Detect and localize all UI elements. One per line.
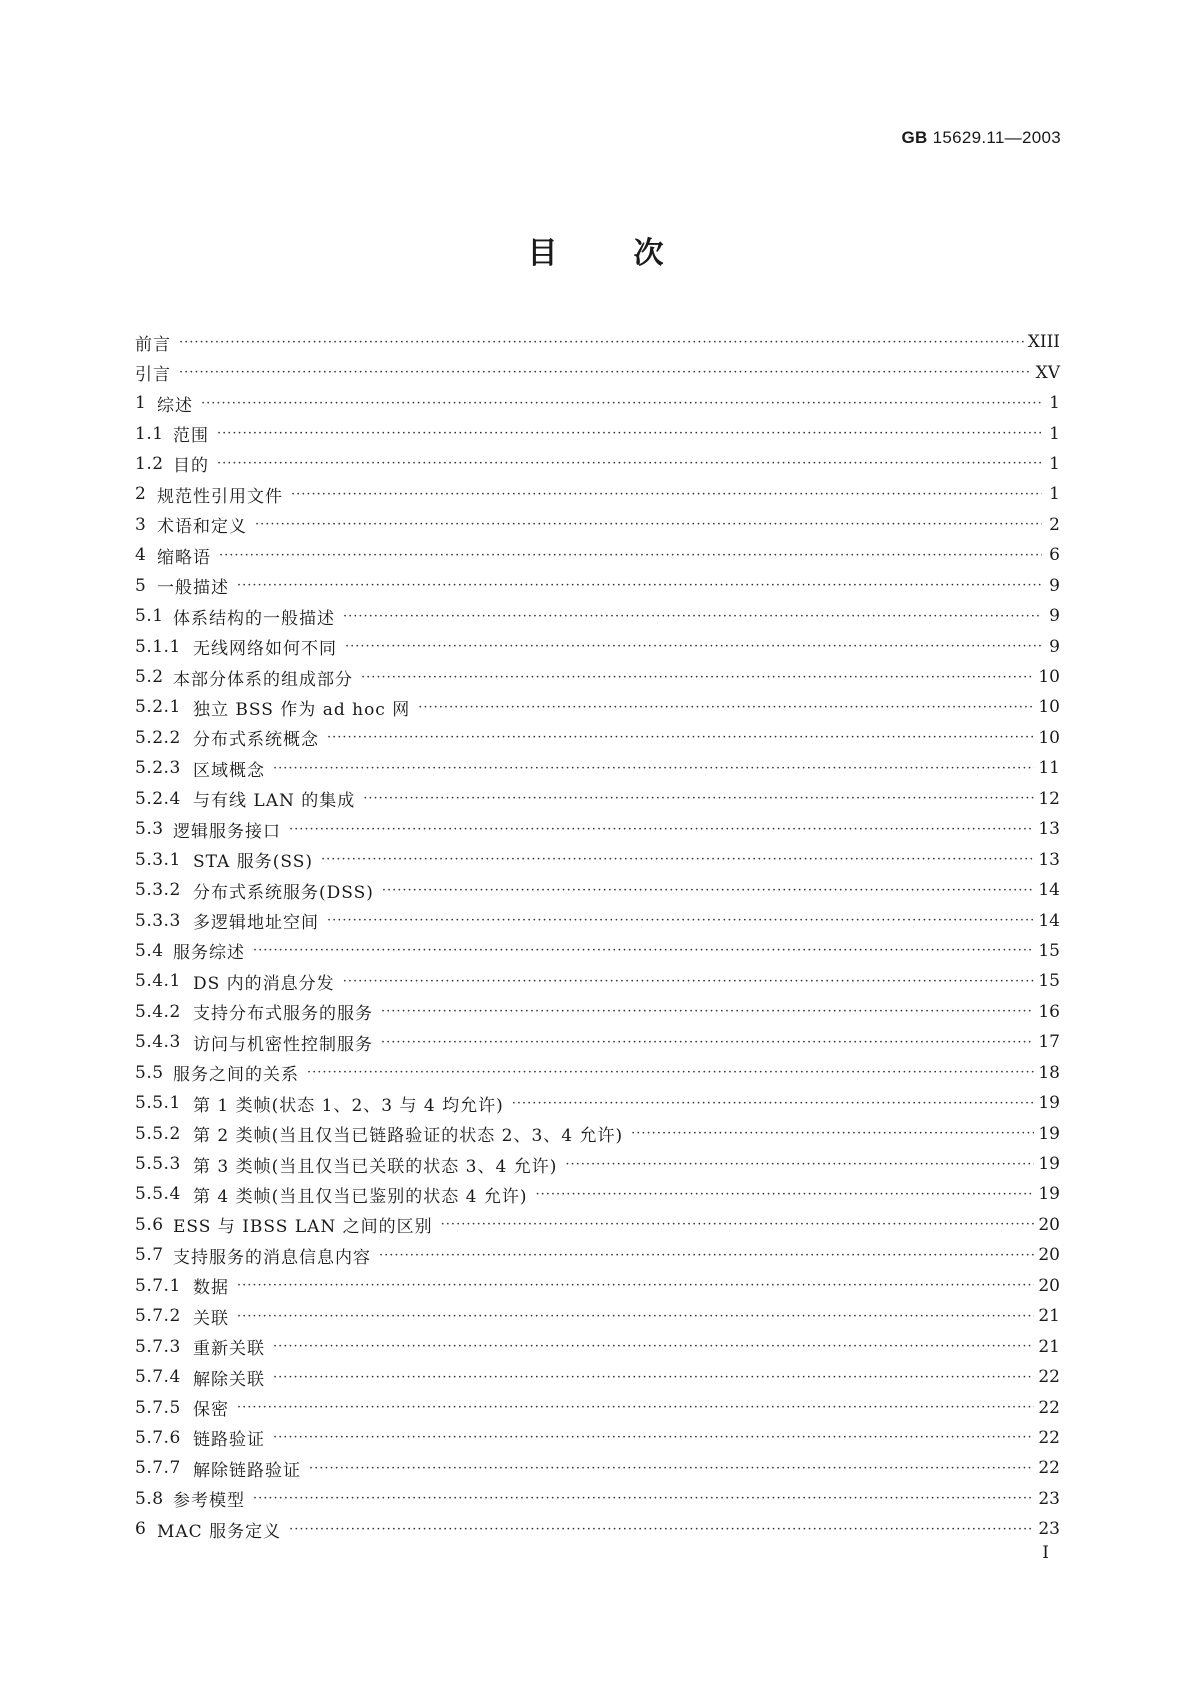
toc-leader-dots [253, 1491, 1034, 1506]
toc-entry[interactable] [135, 875, 1060, 905]
toc-entry-page: 22 [1038, 1458, 1060, 1479]
toc-entry-label: 参考模型 [173, 1491, 245, 1512]
table-of-contents [135, 327, 1060, 1545]
toc-entry-label: 第 1 类帧(状态 1、2、3 与 4 均允许) [193, 1095, 504, 1116]
toc-entry[interactable] [135, 1331, 1060, 1361]
toc-entry-label: 无线网络如何不同 [193, 639, 337, 660]
toc-entry-page: 11 [1038, 758, 1060, 779]
toc-entry[interactable] [135, 327, 1060, 357]
toc-entry-label: 解除链路验证 [193, 1460, 301, 1481]
toc-leader-dots [237, 1278, 1034, 1293]
toc-entry-label: 支持分布式服务的服务 [193, 1004, 373, 1025]
toc-entry-number: 5.5.4 [135, 1184, 181, 1205]
toc-entry-number: 5.5 [135, 1062, 164, 1083]
toc-leader-dots [327, 730, 1034, 745]
toc-entry-number: 5.3.1 [135, 849, 181, 870]
toc-entry-label: 一般描述 [157, 578, 229, 599]
title-char-1: 目 [527, 236, 558, 271]
toc-entry-page: 19 [1038, 1123, 1060, 1144]
toc-entry-page: 1 [1049, 453, 1060, 474]
toc-entry-label: 链路验证 [193, 1430, 265, 1451]
toc-entry-label: 规范性引用文件 [157, 486, 283, 507]
toc-entry-number: 5.4.1 [135, 971, 181, 992]
toc-entry-label: DS 内的消息分发 [193, 973, 335, 994]
toc-entry-label: 引言 [135, 365, 171, 386]
toc-entry[interactable] [135, 571, 1060, 601]
toc-entry[interactable] [135, 388, 1060, 418]
toc-entry-page: 21 [1038, 1306, 1060, 1327]
toc-leader-dots [179, 335, 1024, 350]
toc-leader-dots [273, 1339, 1034, 1354]
toc-entry[interactable] [135, 1362, 1060, 1392]
toc-entry-label: 目的 [173, 456, 209, 477]
toc-leader-dots [179, 365, 1032, 380]
toc-entry-page: 17 [1038, 1032, 1060, 1053]
toc-entry[interactable] [135, 1058, 1060, 1088]
toc-leader-dots [289, 1522, 1034, 1537]
toc-leader-dots [309, 1461, 1034, 1476]
toc-entry-page: 20 [1038, 1245, 1060, 1266]
toc-leader-dots [273, 1430, 1034, 1445]
toc-leader-dots [536, 1187, 1035, 1202]
toc-leader-dots [379, 1248, 1034, 1263]
toc-entry-page: 16 [1038, 1001, 1060, 1022]
toc-leader-dots [289, 822, 1034, 837]
toc-entry-page: 12 [1038, 788, 1060, 809]
toc-entry-page: 22 [1038, 1367, 1060, 1388]
toc-entry-number: 5.1 [135, 606, 164, 627]
toc-entry-page: 10 [1038, 727, 1060, 748]
toc-entry[interactable] [135, 540, 1060, 570]
toc-leader-dots [253, 943, 1034, 958]
toc-entry-label: STA 服务(SS) [193, 852, 313, 873]
toc-entry-page: 19 [1038, 1184, 1060, 1205]
standard-prefix: GB [901, 128, 928, 147]
toc-entry-page: 10 [1038, 667, 1060, 688]
page-folio: I [1042, 1543, 1049, 1563]
toc-leader-dots [327, 913, 1034, 928]
toc-entry-number: 6 [135, 1519, 147, 1540]
toc-entry-number: 5.5.2 [135, 1123, 181, 1144]
toc-entry-label: 保密 [193, 1400, 229, 1421]
toc-entry[interactable] [135, 1240, 1060, 1270]
toc-leader-dots [237, 578, 1042, 593]
toc-entry-page: 1 [1049, 423, 1060, 444]
toc-entry-label: 综述 [157, 395, 193, 416]
toc-leader-dots [237, 1309, 1034, 1324]
toc-leader-dots [291, 487, 1042, 502]
toc-entry-label: 第 3 类帧(当且仅当已关联的状态 3、4 允许) [193, 1156, 558, 1177]
toc-entry-number: 5.2.4 [135, 788, 181, 809]
toc-entry-label: 服务综述 [173, 943, 245, 964]
toc-entry-page: 14 [1038, 880, 1060, 901]
toc-entry-label: 区域概念 [193, 760, 265, 781]
toc-entry-number: 5.2.2 [135, 727, 181, 748]
toc-entry-number: 5.7.2 [135, 1306, 181, 1327]
toc-entry-label: 范围 [173, 426, 209, 447]
toc-entry-number: 1.2 [135, 453, 164, 474]
toc-entry-page: 9 [1049, 575, 1060, 596]
toc-entry-page: 20 [1038, 1214, 1060, 1235]
toc-entry-label: 第 4 类帧(当且仅当已鉴别的状态 4 允许) [193, 1186, 528, 1207]
toc-entry-number: 5.7.7 [135, 1458, 181, 1479]
toc-entry-label: 数据 [193, 1278, 229, 1299]
toc-entry-page: 23 [1038, 1519, 1060, 1540]
standard-code: 15629.11—2003 [932, 128, 1061, 147]
toc-leader-dots [382, 883, 1034, 898]
toc-leader-dots [307, 1065, 1034, 1080]
toc-entry[interactable] [135, 1514, 1060, 1544]
toc-entry-number: 4 [135, 545, 147, 566]
toc-leader-dots [237, 1400, 1034, 1415]
toc-leader-dots [321, 852, 1034, 867]
toc-entry-number: 2 [135, 484, 147, 505]
page-title [0, 228, 1191, 272]
toc-leader-dots [363, 791, 1034, 806]
toc-entry-number: 5.7.6 [135, 1427, 181, 1448]
toc-entry[interactable] [135, 1149, 1060, 1179]
toc-entry-label: 独立 BSS 作为 ad hoc 网 [193, 699, 411, 720]
toc-entry-page: 9 [1049, 606, 1060, 627]
toc-entry[interactable] [135, 662, 1060, 692]
toc-entry-number: 5.4.3 [135, 1032, 181, 1053]
toc-entry-page: 22 [1038, 1427, 1060, 1448]
toc-entry-label: 关联 [193, 1308, 229, 1329]
toc-leader-dots [631, 1126, 1034, 1141]
toc-entry-label: 支持服务的消息信息内容 [173, 1247, 371, 1268]
toc-leader-dots [441, 1217, 1035, 1232]
toc-entry-page: XIII [1027, 332, 1060, 353]
toc-entry-label: 前言 [135, 334, 171, 355]
toc-entry[interactable] [135, 692, 1060, 722]
toc-leader-dots [343, 974, 1035, 989]
toc-entry-page: 22 [1038, 1397, 1060, 1418]
toc-entry[interactable] [135, 479, 1060, 509]
toc-entry-number: 5.2.3 [135, 758, 181, 779]
toc-entry-number: 5.5.1 [135, 1093, 181, 1114]
toc-entry-label: 多逻辑地址空间 [193, 913, 319, 934]
toc-leader-dots [273, 1370, 1034, 1385]
toc-entry-number: 5.4 [135, 940, 164, 961]
toc-entry[interactable] [135, 966, 1060, 996]
toc-entry[interactable] [135, 1271, 1060, 1301]
toc-entry-number: 5.2.1 [135, 697, 181, 718]
toc-entry-number: 5.4.2 [135, 1001, 181, 1022]
toc-entry-label: 重新关联 [193, 1339, 265, 1360]
toc-entry[interactable] [135, 1423, 1060, 1453]
toc-entry-page: 20 [1038, 1275, 1060, 1296]
toc-entry-page: 21 [1038, 1336, 1060, 1357]
toc-entry-number: 5.2 [135, 667, 164, 688]
toc-leader-dots [381, 1004, 1034, 1019]
toc-entry[interactable] [135, 631, 1060, 661]
toc-entry[interactable] [135, 905, 1060, 935]
toc-leader-dots [343, 609, 1042, 624]
toc-entry-number: 5.3.2 [135, 880, 181, 901]
toc-entry-page: 1 [1049, 484, 1060, 505]
toc-entry-label: 分布式系统服务(DSS) [193, 882, 374, 903]
toc-entry[interactable] [135, 1027, 1060, 1057]
toc-entry[interactable] [135, 814, 1060, 844]
toc-entry-number: 5.7.3 [135, 1336, 181, 1357]
toc-leader-dots [217, 456, 1042, 471]
toc-entry[interactable] [135, 1210, 1060, 1240]
toc-entry-label: 解除关联 [193, 1369, 265, 1390]
toc-entry-page: 1 [1049, 393, 1060, 414]
toc-entry-number: 5.3 [135, 819, 164, 840]
toc-leader-dots [361, 670, 1034, 685]
toc-entry-label: 体系结构的一般描述 [173, 608, 335, 629]
toc-entry-label: 本部分体系的组成部分 [173, 669, 353, 690]
toc-entry-page: 15 [1038, 971, 1060, 992]
toc-leader-dots [273, 761, 1034, 776]
toc-entry-number: 5.7 [135, 1245, 164, 1266]
toc-entry-number: 5.8 [135, 1488, 164, 1509]
toc-entry-number: 5.5.3 [135, 1154, 181, 1175]
toc-entry[interactable] [135, 1088, 1060, 1118]
toc-entry-page: 9 [1049, 636, 1060, 657]
toc-entry-label: MAC 服务定义 [157, 1521, 282, 1542]
toc-entry-label: 访问与机密性控制服务 [193, 1034, 373, 1055]
toc-leader-dots [217, 426, 1042, 441]
toc-entry[interactable] [135, 1453, 1060, 1483]
toc-entry[interactable] [135, 357, 1060, 387]
toc-entry-label: 与有线 LAN 的集成 [193, 791, 356, 812]
toc-leader-dots [201, 396, 1042, 411]
toc-leader-dots [512, 1096, 1035, 1111]
toc-entry-number: 5.6 [135, 1214, 164, 1235]
toc-entry-number: 1.1 [135, 423, 164, 444]
toc-entry[interactable] [135, 418, 1060, 448]
toc-entry[interactable] [135, 753, 1060, 783]
toc-entry-page: 13 [1038, 819, 1060, 840]
toc-entry[interactable] [135, 784, 1060, 814]
toc-leader-dots [345, 639, 1042, 654]
toc-entry[interactable] [135, 936, 1060, 966]
toc-entry-label: ESS 与 IBSS LAN 之间的区别 [173, 1217, 433, 1238]
toc-leader-dots [255, 517, 1042, 532]
toc-entry-page: 14 [1038, 910, 1060, 931]
toc-entry[interactable] [135, 1301, 1060, 1331]
toc-entry-page: 19 [1038, 1154, 1060, 1175]
toc-entry[interactable] [135, 997, 1060, 1027]
toc-entry[interactable] [135, 723, 1060, 753]
toc-entry-number: 5.7.4 [135, 1367, 181, 1388]
toc-entry-label: 逻辑服务接口 [173, 821, 281, 842]
toc-entry-page: 6 [1049, 545, 1060, 566]
toc-leader-dots [219, 548, 1042, 563]
toc-entry-number: 5.7.1 [135, 1275, 181, 1296]
toc-entry-label: 服务之间的关系 [173, 1065, 299, 1086]
toc-entry-page: 10 [1038, 697, 1060, 718]
toc-entry-page: XV [1035, 362, 1060, 383]
toc-entry-page: 23 [1038, 1488, 1060, 1509]
toc-entry-page: 18 [1038, 1062, 1060, 1083]
toc-entry-label: 分布式系统概念 [193, 730, 319, 751]
toc-leader-dots [418, 700, 1034, 715]
toc-entry[interactable] [135, 449, 1060, 479]
toc-entry-number: 5.1.1 [135, 636, 181, 657]
toc-entry-number: 5.7.5 [135, 1397, 181, 1418]
toc-entry[interactable] [135, 1484, 1060, 1514]
title-char-2: 次 [633, 236, 664, 271]
toc-entry-label: 缩略语 [157, 547, 211, 568]
toc-entry-page: 19 [1038, 1093, 1060, 1114]
toc-entry[interactable] [135, 510, 1060, 540]
toc-entry-number: 5.3.3 [135, 910, 181, 931]
toc-entry-number: 1 [135, 393, 147, 414]
toc-entry-label: 第 2 类帧(当且仅当已链路验证的状态 2、3、4 允许) [193, 1126, 624, 1147]
standard-number [901, 128, 1061, 148]
toc-entry-number: 5 [135, 575, 147, 596]
toc-entry-page: 15 [1038, 940, 1060, 961]
toc-leader-dots [381, 1035, 1034, 1050]
toc-entry-page: 2 [1049, 514, 1060, 535]
toc-entry[interactable] [135, 1179, 1060, 1209]
toc-entry[interactable] [135, 1392, 1060, 1422]
toc-leader-dots [565, 1157, 1034, 1172]
toc-entry-number: 3 [135, 514, 147, 535]
toc-entry-label: 术语和定义 [157, 517, 247, 538]
toc-entry[interactable] [135, 601, 1060, 631]
toc-entry[interactable] [135, 844, 1060, 874]
toc-entry[interactable] [135, 1118, 1060, 1148]
toc-entry-page: 13 [1038, 849, 1060, 870]
